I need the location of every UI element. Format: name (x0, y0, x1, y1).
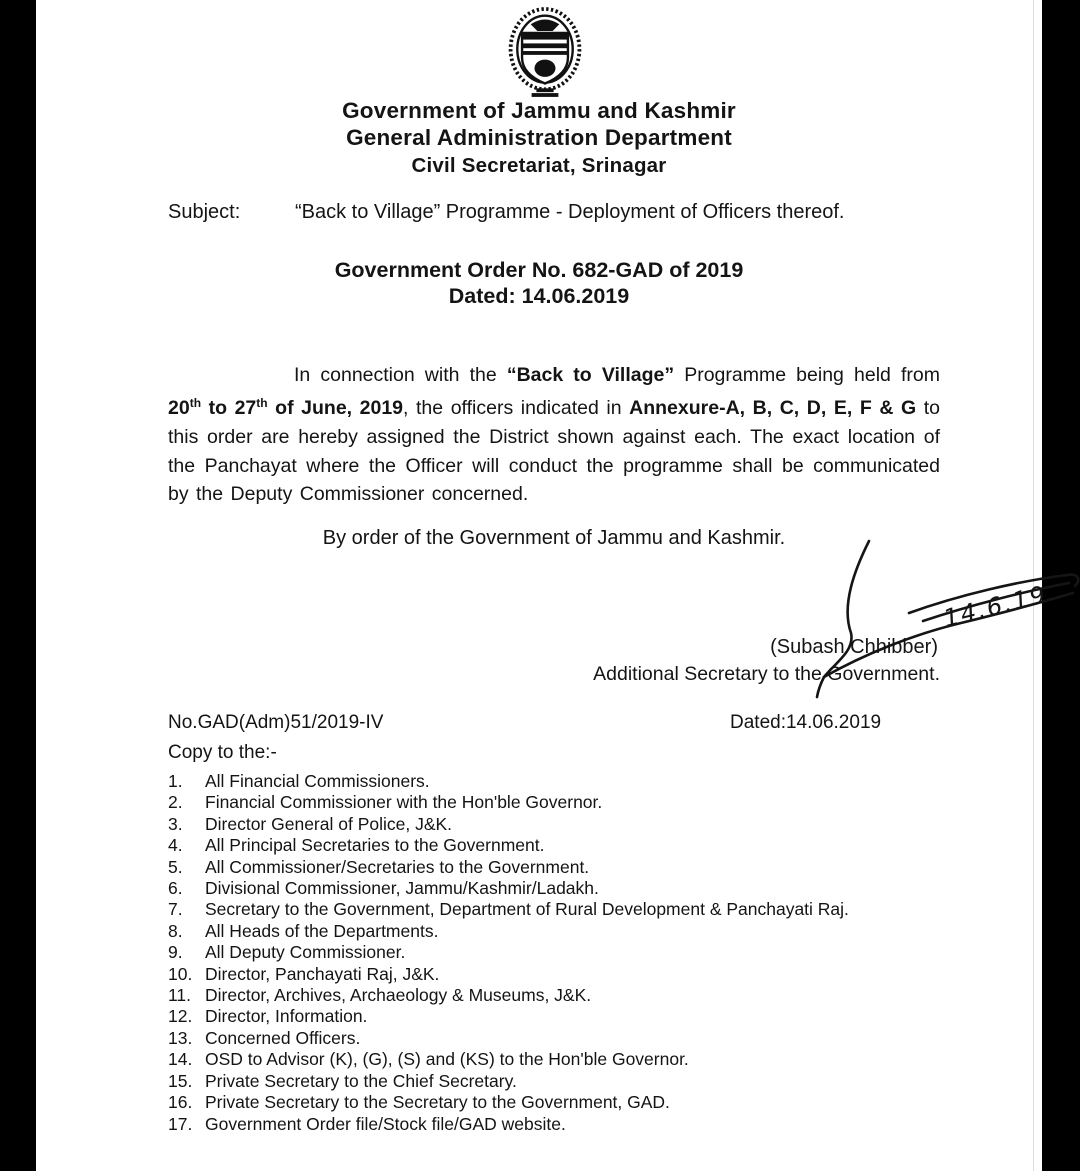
subject-text: “Back to Village” Programme - Deployment of Officers thereof. (295, 201, 845, 223)
body-text-bold: 20 (168, 397, 190, 420)
reference-number: No.GAD(Adm)51/2019-IV (168, 712, 384, 733)
list-item (168, 942, 978, 963)
list-item (168, 1028, 978, 1049)
item-text: OSD to Advisor (K), (G), (S) and (KS) to the Hon'ble Governor. (205, 1049, 689, 1070)
department-name: General Administration Department (346, 125, 732, 150)
item-text: All Financial Commissioners. (205, 771, 430, 791)
secretariat-location: Civil Secretariat, Srinagar (411, 154, 667, 177)
item-number: 6. (168, 878, 183, 899)
item-text: Private Secretary to the Secretary to the Government, GAD. (205, 1092, 670, 1113)
jammu-kashmir-state-emblem-icon (502, 4, 588, 100)
list-item (168, 921, 978, 942)
list-item (168, 792, 978, 813)
body-text-bold: to (201, 397, 235, 420)
item-text: Private Secretary to the Chief Secretary. (205, 1070, 517, 1091)
item-number: 8. (168, 920, 183, 941)
item-number: 13. (168, 1027, 193, 1048)
ordinal-suffix: th (256, 396, 268, 411)
copy-to-label: Copy to the:- (168, 742, 277, 763)
list-item (168, 1114, 978, 1135)
copy-distribution-list (168, 771, 978, 1135)
reference-date: Dated:14.06.2019 (730, 712, 882, 733)
item-number: 2. (168, 792, 183, 813)
item-text: Government Order file/Stock file/GAD website. (205, 1113, 566, 1134)
body-text-bold: “Back to Village” (506, 363, 675, 386)
handwritten-date: 14.6.19 (940, 580, 1050, 633)
list-item (168, 878, 978, 899)
body-text: Programme being held from (674, 363, 940, 386)
item-number: 5. (168, 856, 183, 877)
item-number: 12. (168, 1006, 193, 1027)
list-item (168, 835, 978, 856)
item-number: 16. (168, 1092, 193, 1113)
item-number: 3. (168, 813, 183, 834)
item-text: Financial Commissioner with the Hon'ble Governor. (205, 792, 603, 813)
item-text: All Commissioner/Secretaries to the Government. (205, 856, 590, 877)
government-name: Government of Jammu and Kashmir (342, 98, 736, 123)
left-scan-bar (0, 0, 36, 1171)
list-item (168, 771, 978, 792)
item-number: 14. (168, 1049, 193, 1070)
item-number: 10. (168, 963, 193, 984)
list-item (168, 964, 978, 985)
letterhead (36, 97, 1042, 179)
ordinal-suffix: th (189, 396, 202, 411)
body-text: , the officers indicated in (403, 397, 630, 420)
by-order-line: By order of the Government of Jammu and Kashmir. (322, 527, 786, 549)
order-title (36, 257, 1042, 309)
body-text-bold: 27 (234, 397, 257, 420)
body-text: to this order are hereby assigned the District shown against each. The exact location of the Panchayat where the Officer will conduct the programme shall be communicated by the Deputy Commissioner concerned. (168, 397, 940, 506)
item-text: Divisional Commissioner, Jammu/Kashmir/Ladakh. (205, 878, 599, 899)
subject-label: Subject: (168, 201, 241, 223)
list-item (168, 1071, 978, 1092)
item-text: Director, Archives, Archaeology & Museums, J&K. (205, 985, 592, 1006)
item-number: 4. (168, 835, 183, 856)
item-text: Director, Information. (205, 1006, 368, 1027)
item-number: 1. (168, 771, 183, 791)
list-item (168, 1049, 978, 1070)
item-number: 17. (168, 1113, 193, 1134)
item-text: All Deputy Commissioner. (205, 942, 406, 963)
item-text: Concerned Officers. (205, 1027, 361, 1048)
list-item (168, 1006, 978, 1027)
item-number: 9. (168, 942, 183, 963)
item-text: Director, Panchayati Raj, J&K. (205, 963, 440, 984)
body-paragraph (168, 361, 940, 510)
body-text-bold: Annexure-A, B, C, D, E, F & G (629, 397, 917, 420)
order-number-line: Government Order No. 682-GAD of 2019 (334, 258, 744, 282)
item-number: 15. (168, 1070, 193, 1091)
item-number: 7. (168, 899, 183, 920)
item-text: All Principal Secretaries to the Government. (205, 835, 545, 856)
list-item (168, 1092, 978, 1113)
signatory-designation: Additional Secretary to the Government. (593, 663, 940, 685)
item-text: Secretary to the Government, Department of Rural Development & Panchayati Raj. (205, 899, 849, 920)
item-number: 11. (168, 985, 192, 1006)
list-item (168, 985, 978, 1006)
document-page (36, 0, 1050, 1171)
body-text: In connection with the (294, 363, 507, 386)
signatory-name: (Subash Chhibber) (770, 636, 938, 658)
list-item (168, 857, 978, 878)
list-item (168, 814, 978, 835)
order-date-line: Dated: 14.06.2019 (448, 284, 630, 308)
list-item (168, 899, 978, 920)
item-text: All Heads of the Departments. (205, 920, 439, 941)
item-text: Director General of Police, J&K. (205, 813, 453, 834)
body-text-bold: of June, 2019 (267, 397, 404, 420)
